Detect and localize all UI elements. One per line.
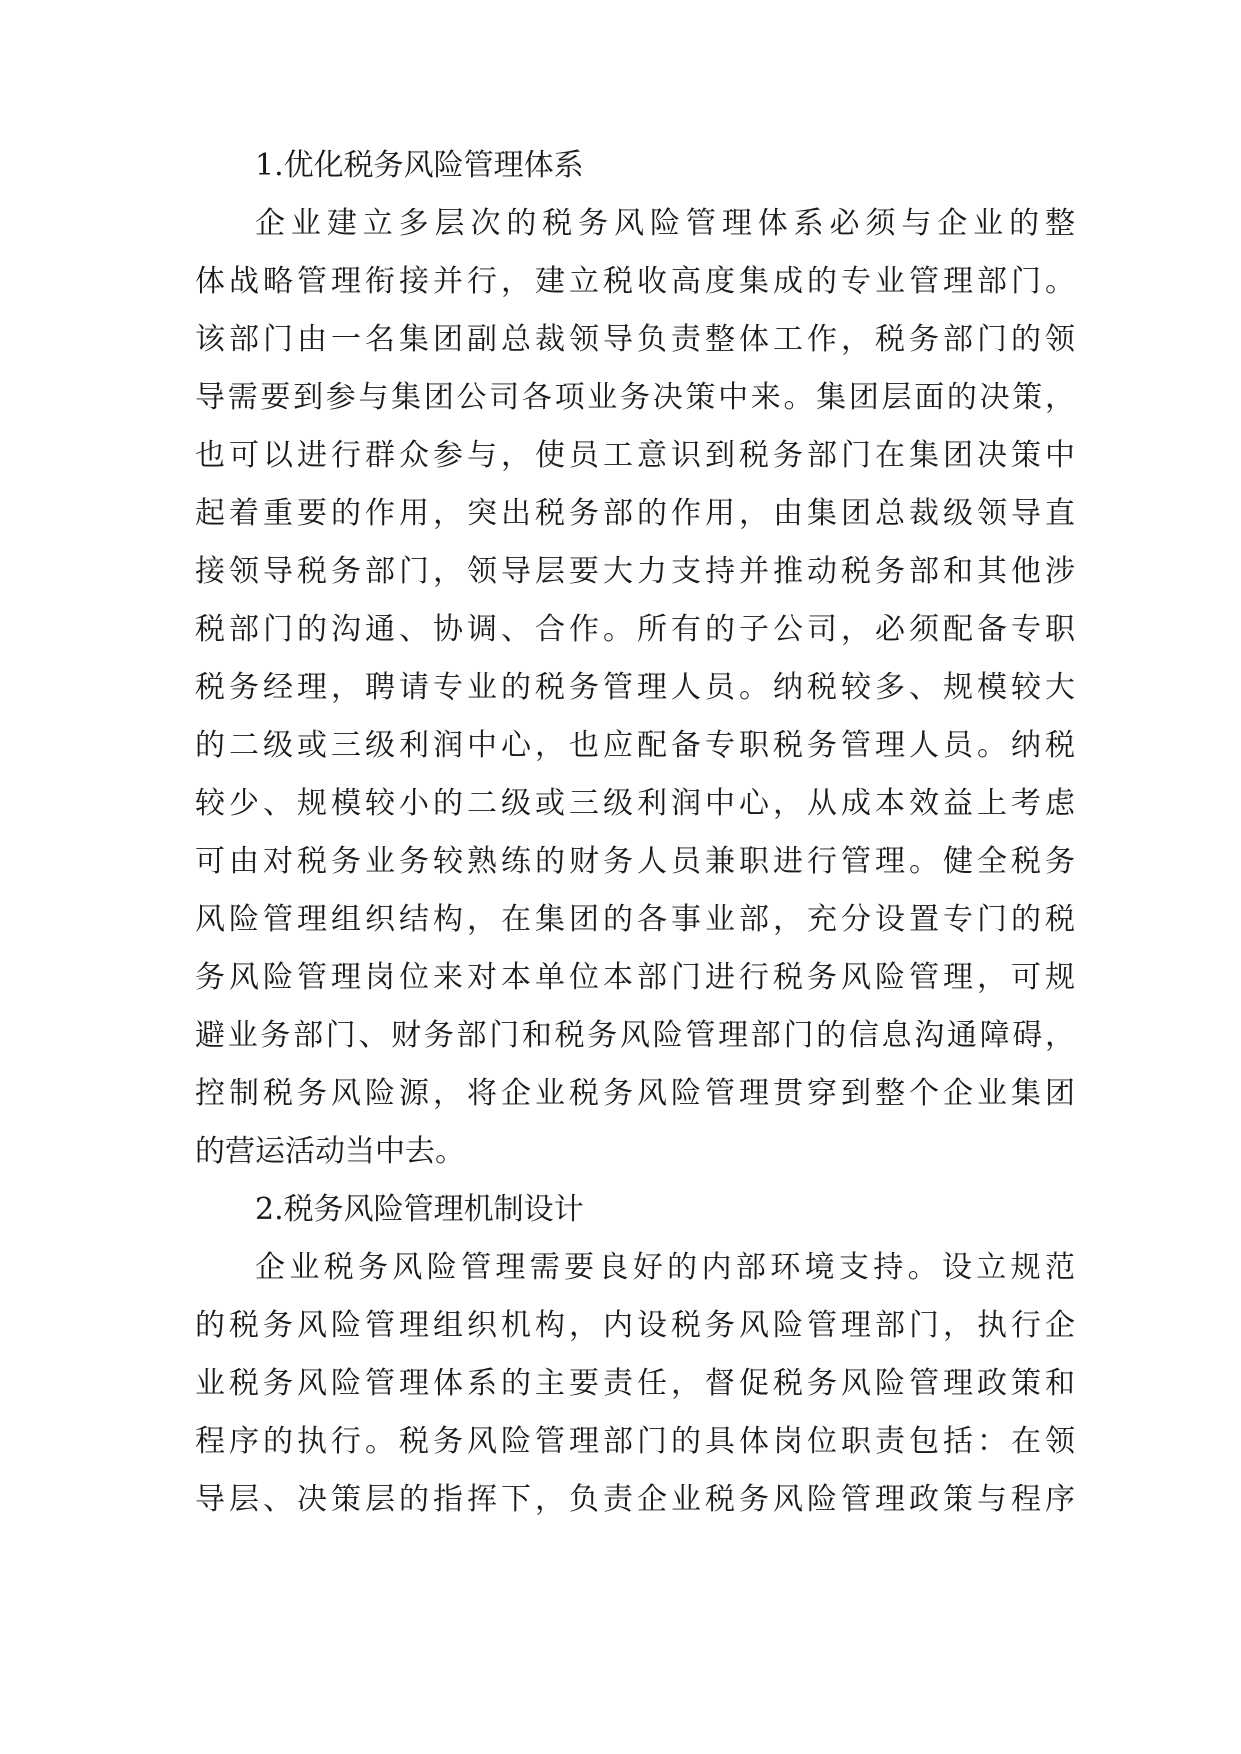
paragraph-line: 体战略管理衔接并行，建立税收高度集成的专业管理部门。 xyxy=(195,264,1075,299)
paragraph-line: 的税务风险管理组织机构，内设税务风险管理部门，执行企 xyxy=(195,1308,1075,1343)
paragraph-line: 业税务风险管理体系的主要责任，督促税务风险管理政策和 xyxy=(195,1366,1075,1401)
paragraph-line: 企业税务风险管理需要良好的内部环境支持。设立规范 xyxy=(255,1250,1075,1285)
paragraph-line: 的二级或三级利润中心，也应配备专职税务管理人员。纳税 xyxy=(195,728,1075,763)
paragraph-line: 起着重要的作用，突出税务部的作用，由集团总裁级领导直 xyxy=(195,496,1075,531)
paragraph-line: 也可以进行群众参与，使员工意识到税务部门在集团决策中 xyxy=(195,438,1075,473)
paragraph-line: 程序的执行。税务风险管理部门的具体岗位职责包括：在领 xyxy=(195,1424,1075,1459)
paragraph-line: 较少、规模较小的二级或三级利润中心，从成本效益上考虑 xyxy=(195,786,1075,821)
section-heading: 2.税务风险管理机制设计 xyxy=(255,1192,584,1227)
paragraph-line: 企业建立多层次的税务风险管理体系必须与企业的整 xyxy=(255,206,1075,241)
section-heading: 1.优化税务风险管理体系 xyxy=(255,148,584,183)
paragraph-line: 税务经理，聘请专业的税务管理人员。纳税较多、规模较大 xyxy=(195,670,1075,705)
paragraph-line: 避业务部门、财务部门和税务风险管理部门的信息沟通障碍， xyxy=(195,1018,1075,1053)
paragraph-line: 接领导税务部门，领导层要大力支持并推动税务部和其他涉 xyxy=(195,554,1075,589)
paragraph-line: 导层、决策层的指挥下，负责企业税务风险管理政策与程序 xyxy=(195,1482,1075,1517)
paragraph-line: 该部门由一名集团副总裁领导负责整体工作，税务部门的领 xyxy=(195,322,1075,357)
paragraph-line: 可由对税务业务较熟练的财务人员兼职进行管理。健全税务 xyxy=(195,844,1075,879)
paragraph-line: 的营运活动当中去。 xyxy=(195,1134,465,1169)
paragraph-line: 税部门的沟通、协调、合作。所有的子公司，必须配备专职 xyxy=(195,612,1075,647)
paragraph-line: 风险管理组织结构，在集团的各事业部，充分设置专门的税 xyxy=(195,902,1075,937)
paragraph-line: 务风险管理岗位来对本单位本部门进行税务风险管理，可规 xyxy=(195,960,1075,995)
paragraph-line: 导需要到参与集团公司各项业务决策中来。集团层面的决策， xyxy=(195,380,1075,415)
paragraph-line: 控制税务风险源，将企业税务风险管理贯穿到整个企业集团 xyxy=(195,1076,1075,1111)
